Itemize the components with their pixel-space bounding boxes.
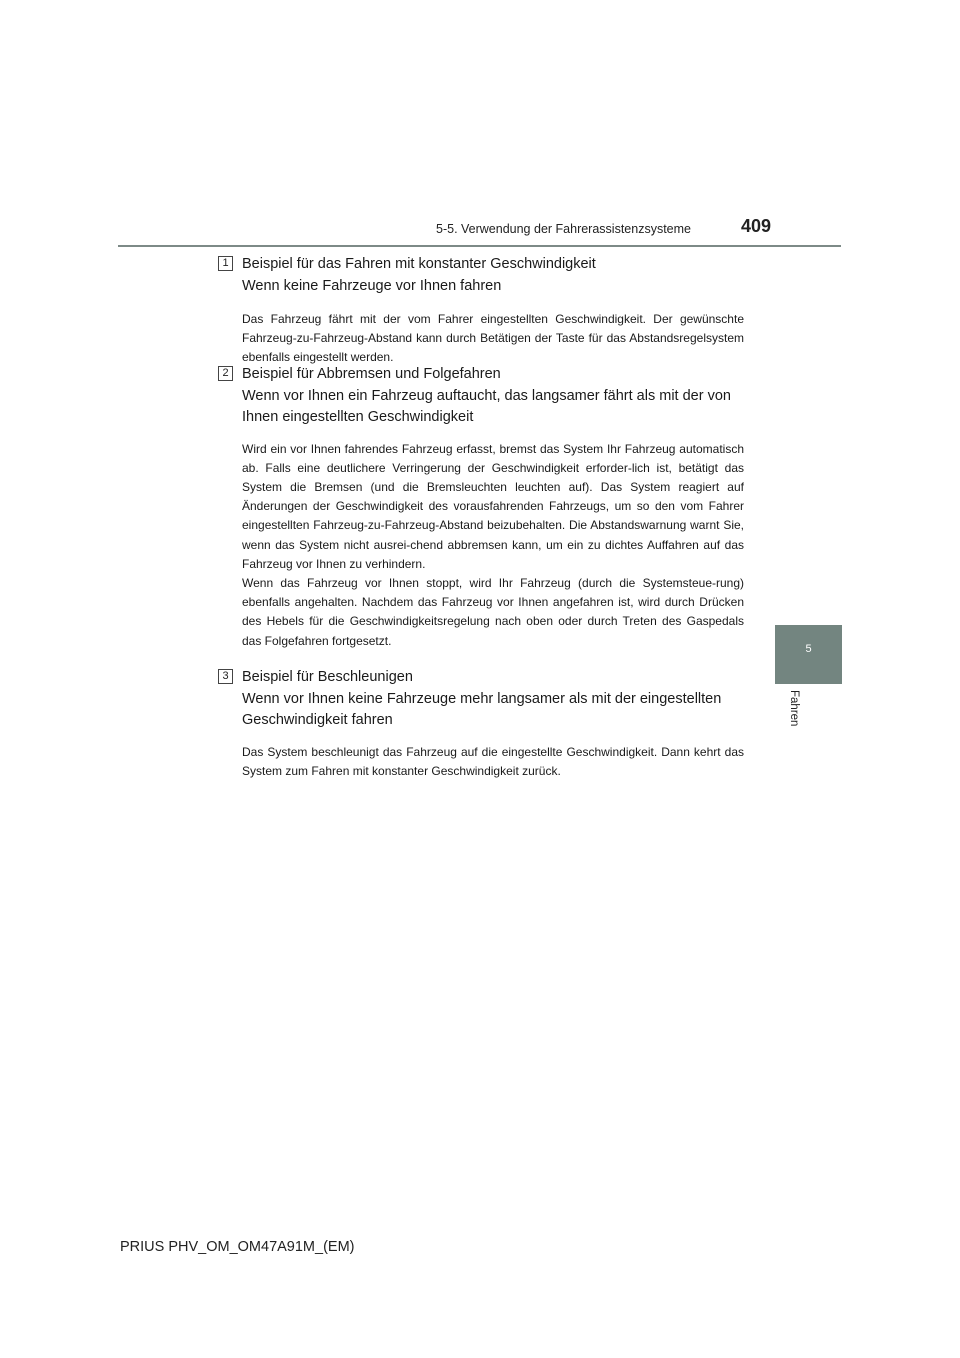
item-number-badge: 2 [218, 366, 233, 381]
list-item [218, 364, 744, 651]
item-title [242, 254, 744, 297]
item-number-badge: 1 [218, 256, 233, 271]
item-paragraph: Das System beschleunigt das Fahrzeug auf die eingestellte Geschwindigkeit. Dann kehrt das System zum Fahren mit konstanter Geschwindigkeit zurück. [242, 744, 744, 778]
item-title [242, 667, 744, 732]
item-title [242, 364, 744, 429]
item-title-line2: Wenn vor Ihnen keine Fahrzeuge mehr langsamer als mit der eingestellten Geschwindigkeit fahren [242, 690, 722, 728]
item-title-line1: Beispiel für das Fahren mit konstanter Geschwindigkeit [242, 256, 596, 272]
item-paragraph: Wenn das Fahrzeug vor Ihnen stoppt, wird Ihr Fahrzeug (durch die Systemsteue-rung) ebenfalls angehalten. Nachdem das Fahrzeug vor Ihnen angefahren ist, wird durch Drücken des Hebels für die Geschwindigkeitsregelung nach oben oder durch Treten des Gaspedals das Folgefahren fortgesetzt. [242, 575, 744, 648]
header-divider [118, 245, 841, 247]
footer-doc-code: PRIUS PHV_OM_OM47A91M_(EM) [120, 1239, 355, 1255]
item-body [242, 310, 744, 368]
header-section-title: 5-5. Verwendung der Fahrerassistenzsysteme [436, 222, 691, 236]
chapter-number: 5 [805, 643, 812, 655]
item-number-badge: 3 [218, 669, 233, 684]
item-body [242, 440, 744, 651]
item-title-line2: Wenn keine Fahrzeuge vor Ihnen fahren [242, 277, 502, 294]
item-paragraph: Wird ein vor Ihnen fahrendes Fahrzeug erfasst, bremst das System Ihr Fahrzeug automatisch ab. Falls eine deutlichere Verringerung der Geschwindigkeit erforder-lich ist, betätigt das System die Bremsen (und die Bremsleuchten leuchten auf). Das System reagiert auf Änderungen der Geschwindigkeit des vorausfahrenden Fahrzeugs, um so den vom Fahrer eingestellten Fahrzeug-zu-Fahrzeug-Abstand beizubehalten. Die Abstandswarnung warnt Sie, wenn das System nicht ausrei-chend abbremsen kann, um ein zu dichtes Auffahren auf das Fahrzeug vor Ihnen zu verhindern. [242, 441, 744, 571]
chapter-label: Fahren [788, 690, 800, 727]
list-item [218, 254, 744, 368]
item-paragraph: Das Fahrzeug fährt mit der vom Fahrer eingestellten Geschwindigkeit. Der gewünschte Fahrzeug-zu-Fahrzeug-Abstand kann durch Betätigen der Taste für das Abstandsregelsystem ebenfalls eingestellt werden. [242, 312, 744, 365]
item-title-line1: Beispiel für Abbremsen und Folgefahren [242, 366, 501, 382]
chapter-tab[interactable] [775, 625, 842, 684]
list-item [218, 667, 744, 781]
item-title-line2: Wenn vor Ihnen ein Fahrzeug auftaucht, das langsamer fährt als mit der von Ihnen eingestellten Geschwindigkeit [242, 387, 731, 425]
item-title-line1: Beispiel für Beschleunigen [242, 669, 413, 685]
page-number: 409 [741, 216, 772, 236]
item-body [242, 743, 744, 781]
